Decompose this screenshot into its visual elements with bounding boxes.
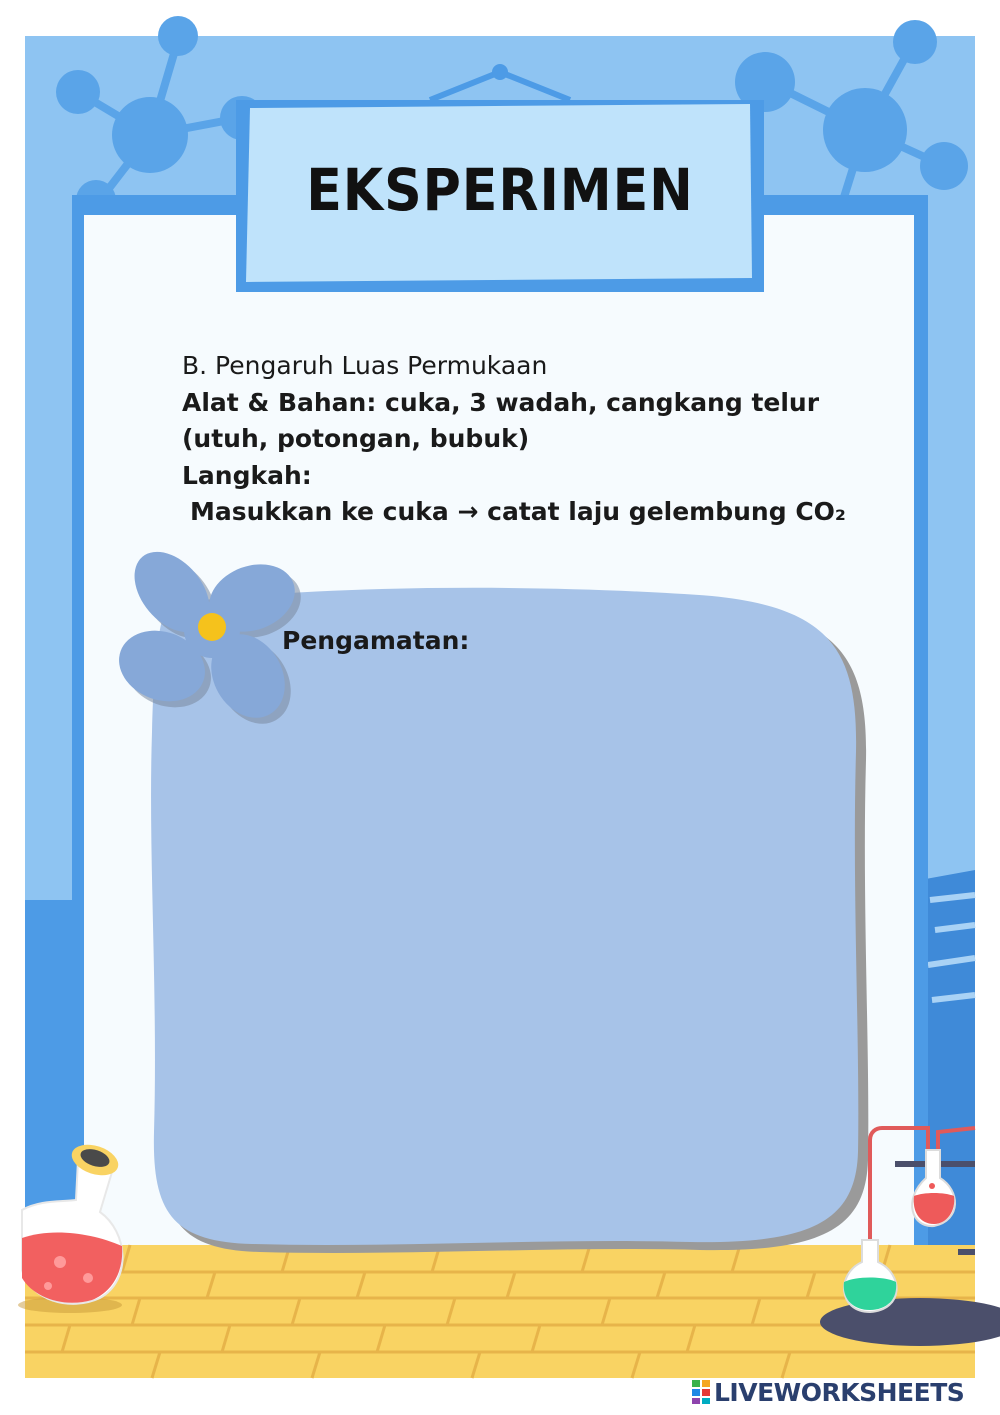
materials-line-2: (utuh, potongan, bubuk)	[182, 424, 530, 453]
page-title: EKSPERIMEN	[306, 156, 694, 224]
materials-line-1: Alat & Bahan: cuka, 3 wadah, cangkang telur	[182, 387, 820, 417]
instructions-block	[182, 348, 862, 531]
steps-label: Langkah:	[182, 460, 312, 490]
brand-text: LIVEWORKSHEETS	[714, 1377, 965, 1407]
observation-label: Pengamatan:	[282, 626, 470, 655]
section-heading: B. Pengaruh Luas Permukaan	[182, 351, 548, 380]
liveworksheets-logo-icon	[692, 1380, 710, 1404]
observation-answer-input[interactable]	[180, 680, 824, 1204]
step-1: Masukkan ke cuka → catat laju gelembung CO₂	[190, 497, 846, 526]
liveworksheets-brand	[692, 1377, 964, 1407]
